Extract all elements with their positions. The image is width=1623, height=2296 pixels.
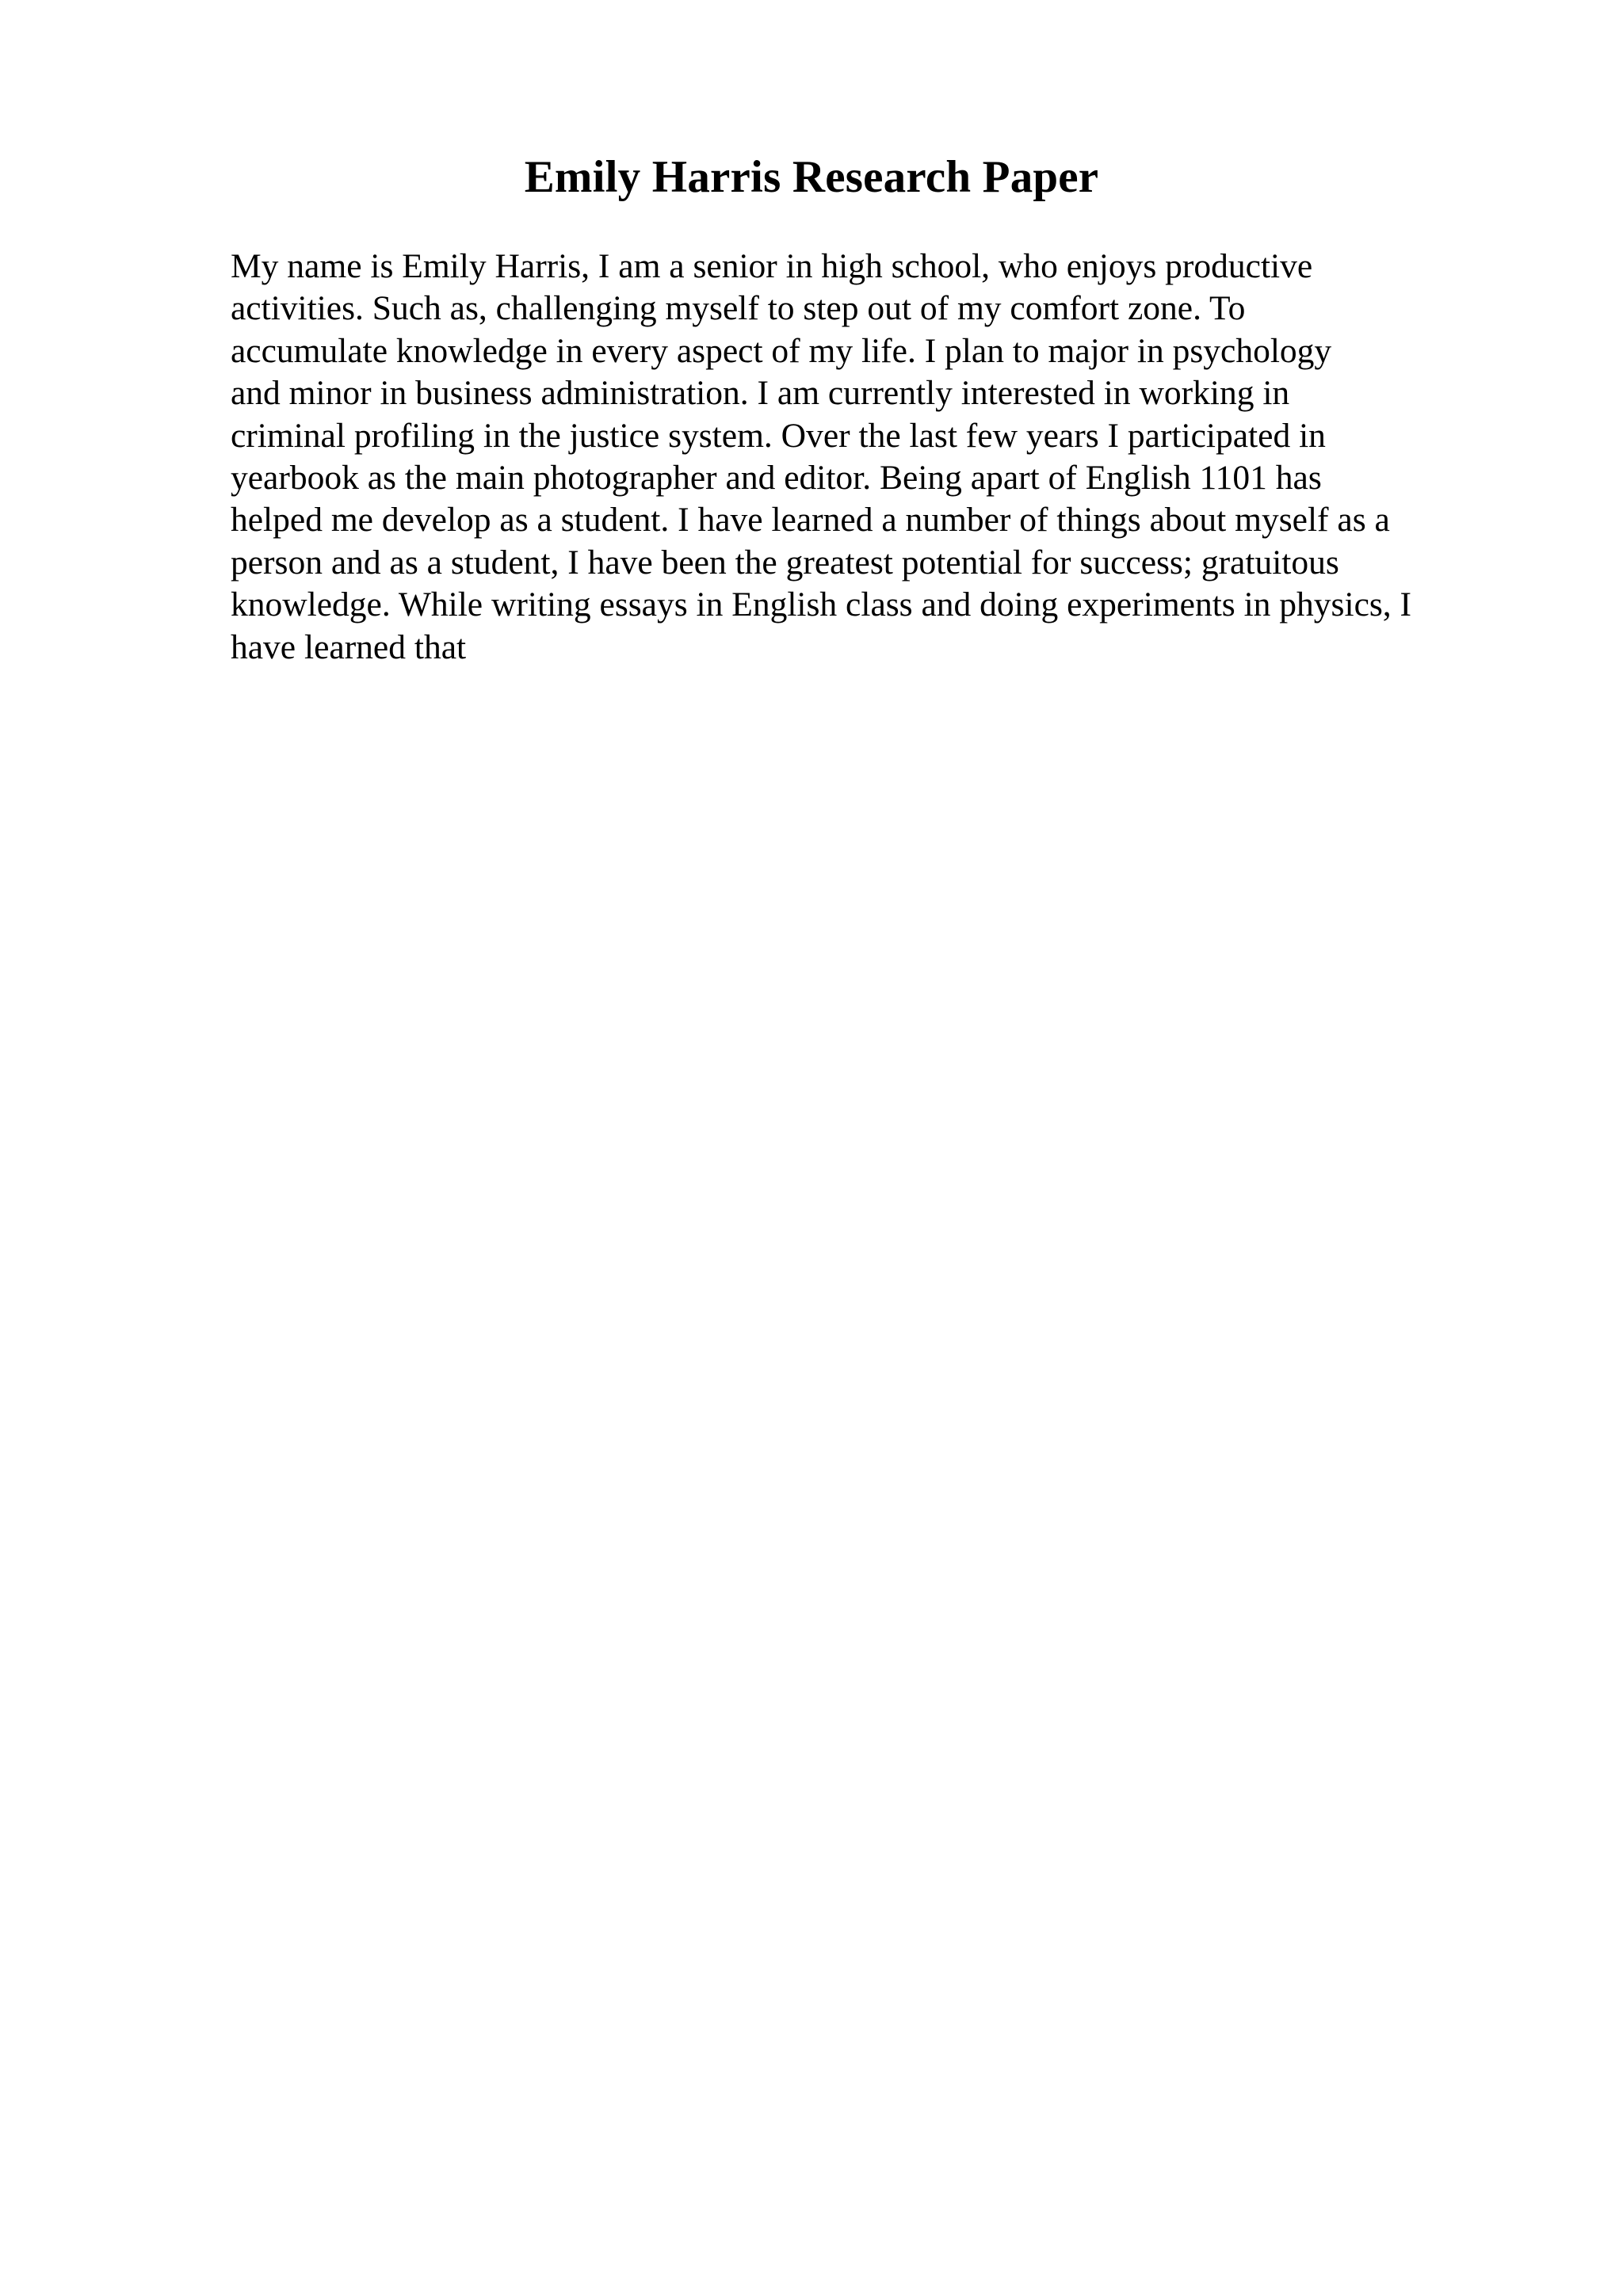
body-paragraph: [231, 246, 1499, 669]
paragraph-line: yearbook as the main photographer and editor. Being apart of English 1101 has: [231, 459, 1322, 498]
paragraph-line: helped me develop as a student. I have learned a number of things about myself as a: [231, 501, 1390, 540]
paragraph-line: My name is Emily Harris, I am a senior in high school, who enjoys productive: [231, 247, 1313, 285]
paragraph-line: person and as a student, I have been the greatest potential for success; gratuitous: [231, 543, 1339, 582]
paragraph-line: have learned that: [231, 627, 467, 666]
paragraph-line: activities. Such as, challenging myself to step out of my comfort zone. To: [231, 289, 1246, 328]
paragraph-line: knowledge. While writing essays in English class and doing experiments in physics, I: [231, 585, 1412, 624]
paragraph-line: accumulate knowledge in every aspect of my life. I plan to major in psychology: [231, 331, 1332, 370]
paragraph-line: and minor in business administration. I am currently interested in working in: [231, 374, 1290, 413]
page-title: Emily Harris Research Paper: [524, 152, 1099, 202]
paragraph-line: criminal profiling in the justice system. Over the last few years I participated in: [231, 416, 1326, 455]
